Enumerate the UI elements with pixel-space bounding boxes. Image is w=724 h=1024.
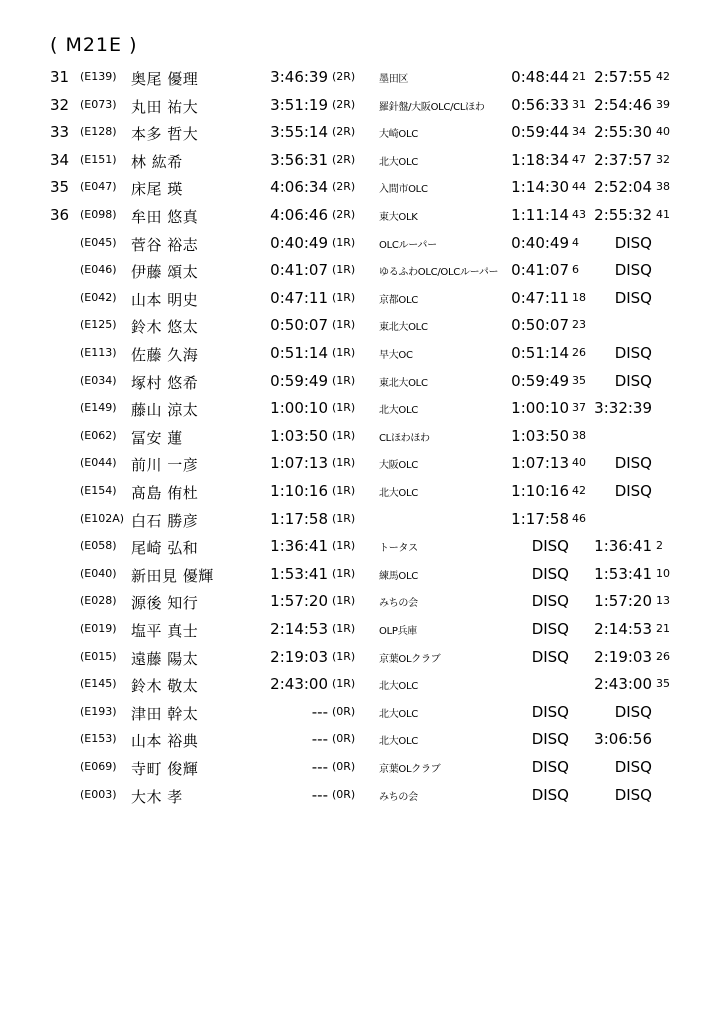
bib-number: (E139) [80, 70, 117, 83]
runner-name: 丸田 祐大 [131, 97, 199, 116]
leg1-time: 1:11:14 [511, 206, 569, 224]
run-count: (1R) [332, 566, 356, 580]
leg1-time: DISQ [531, 620, 569, 638]
result-row [0, 96, 724, 123]
club-name: 大崎OLC [379, 129, 418, 141]
result-row [0, 592, 724, 619]
rank-number: 31 [50, 68, 70, 86]
total-time: --- [311, 702, 328, 721]
leg1-time: 1:07:13 [511, 454, 569, 473]
result-row [0, 372, 724, 399]
total-time: 1:03:50 [270, 426, 328, 445]
leg1-place: 31 [572, 97, 586, 111]
bib-number: (E034) [80, 373, 117, 387]
leg1-place: 23 [572, 318, 586, 332]
run-count: (1R) [332, 677, 356, 691]
leg1-time: 1:14:30 [511, 178, 569, 197]
run-count: (0R) [332, 787, 356, 801]
total-time: 2:14:53 [270, 620, 328, 638]
bib-number: (E154) [80, 484, 117, 497]
runner-name: 新田見 優輝 [131, 566, 214, 585]
club-name: トータス [379, 543, 418, 555]
leg2-time: DISQ [614, 785, 652, 804]
run-count: (2R) [332, 180, 356, 194]
result-row [0, 675, 724, 702]
bib-number: (E015) [80, 649, 117, 663]
bib-number: (E151) [80, 152, 117, 166]
leg1-time: 0:51:14 [511, 344, 569, 362]
bib-number: (E046) [80, 263, 117, 277]
runner-name: 寺町 俊輝 [131, 760, 199, 778]
rank-number: 35 [50, 178, 70, 197]
runner-name: 塚村 悠希 [131, 373, 199, 392]
total-time: 0:51:14 [270, 344, 328, 362]
leg1-time: 0:40:49 [511, 233, 569, 252]
runner-name: 伊藤 頌太 [131, 263, 199, 282]
club-name: 大阪OLC [379, 460, 418, 472]
leg2-time: 2:57:55 [594, 68, 652, 86]
leg2-time: DISQ [614, 344, 652, 362]
leg2-time: DISQ [614, 454, 652, 473]
run-count: (2R) [332, 208, 356, 221]
leg1-time: DISQ [531, 730, 569, 749]
runner-name: 遠藤 陽太 [131, 649, 199, 668]
leg2-time: 1:36:41 [594, 537, 652, 556]
leg2-time: 2:37:57 [594, 150, 652, 169]
leg1-time: 1:17:58 [511, 509, 569, 528]
bib-number: (E153) [80, 732, 117, 746]
leg1-place: 43 [572, 208, 586, 221]
leg1-place: 37 [572, 401, 586, 415]
total-time: 2:19:03 [270, 647, 328, 666]
club-name: 北大OLC [379, 488, 418, 499]
club-name: みちの会 [379, 791, 418, 803]
runner-name: 尾崎 弘和 [131, 539, 199, 558]
runner-name: 冨安 蓮 [131, 428, 183, 447]
run-count: (1R) [332, 484, 356, 497]
runner-name: 床尾 瑛 [131, 180, 183, 199]
club-name: 東北大OLC [379, 322, 428, 334]
club-name: OLCルーパー [379, 239, 437, 251]
leg2-time: 2:55:30 [594, 123, 652, 142]
runner-name: 山本 裕典 [131, 732, 199, 751]
result-row [0, 316, 724, 343]
runner-name: 林 紘希 [131, 152, 183, 171]
total-time: 3:46:39 [270, 68, 328, 86]
leg1-place: 4 [572, 235, 579, 249]
leg1-time: DISQ [531, 537, 569, 556]
leg2-time: 2:55:32 [594, 206, 652, 224]
club-name: 早大OC [379, 350, 413, 361]
total-time: 0:59:49 [270, 371, 328, 390]
total-time: --- [311, 758, 328, 776]
total-time: --- [311, 785, 328, 804]
result-row [0, 620, 724, 647]
leg1-time: DISQ [531, 785, 569, 804]
leg2-time: 2:19:03 [594, 647, 652, 666]
leg1-time: 0:50:07 [511, 316, 569, 335]
bib-number: (E003) [80, 787, 117, 801]
club-name: 墨田区 [379, 74, 409, 85]
leg2-time: 2:43:00 [594, 675, 652, 694]
club-name: 京葉OLクラブ [379, 653, 441, 665]
leg1-time: 0:59:49 [511, 371, 569, 390]
bib-number: (E128) [80, 125, 117, 139]
total-time: 1:36:41 [270, 537, 328, 556]
leg2-place: 42 [656, 70, 670, 83]
bib-number: (E145) [80, 677, 117, 691]
run-count: (1R) [332, 456, 356, 470]
leg2-time: 2:52:04 [594, 178, 652, 197]
total-time: 4:06:46 [270, 206, 328, 224]
bib-number: (E042) [80, 290, 117, 304]
leg2-place: 21 [656, 622, 670, 635]
result-row [0, 482, 724, 509]
leg2-time: 1:53:41 [594, 564, 652, 583]
bib-number: (E125) [80, 318, 117, 332]
total-time: --- [311, 730, 328, 749]
club-name: 北大OLC [379, 708, 418, 720]
result-row [0, 510, 724, 537]
run-count: (1R) [332, 263, 356, 277]
total-time: 0:50:07 [270, 316, 328, 335]
result-row [0, 68, 724, 95]
leg1-time: DISQ [531, 592, 569, 611]
club-name: 北大OLC [379, 736, 418, 748]
club-name: 入間市OLC [379, 184, 428, 196]
bib-number: (E040) [80, 566, 117, 580]
leg1-place: 40 [572, 456, 586, 470]
club-name: 北大OLC [379, 156, 418, 168]
runner-name: 塩平 真士 [131, 622, 199, 640]
leg2-time: 3:32:39 [594, 399, 652, 418]
result-row [0, 703, 724, 730]
run-count: (1R) [332, 235, 356, 249]
leg1-time: DISQ [531, 702, 569, 721]
bib-number: (E193) [80, 704, 117, 718]
club-name: 東北大OLC [379, 377, 428, 389]
result-row [0, 565, 724, 592]
leg1-time: 1:00:10 [511, 399, 569, 418]
run-count: (1R) [332, 346, 356, 359]
leg1-time: DISQ [531, 647, 569, 666]
leg2-time: DISQ [614, 261, 652, 280]
total-time: 0:40:49 [270, 233, 328, 252]
leg2-place: 10 [656, 566, 670, 580]
leg1-time: 1:18:34 [511, 150, 569, 169]
bib-number: (E073) [80, 97, 117, 111]
run-count: (2R) [332, 125, 356, 139]
leg2-place: 2 [656, 539, 663, 553]
run-count: (1R) [332, 318, 356, 332]
result-row [0, 344, 724, 371]
bib-number: (E058) [80, 539, 117, 553]
runner-name: 源後 知行 [131, 594, 199, 613]
leg1-place: 26 [572, 346, 586, 359]
leg1-time: 0:59:44 [511, 123, 569, 142]
total-time: 1:00:10 [270, 399, 328, 418]
leg1-place: 18 [572, 290, 586, 304]
runner-name: 奥尾 優理 [131, 70, 199, 88]
total-time: 0:41:07 [270, 261, 328, 280]
bib-number: (E062) [80, 428, 117, 442]
club-name: 京都OLC [379, 294, 418, 306]
leg1-time: DISQ [531, 564, 569, 583]
leg1-time: 0:48:44 [511, 68, 569, 86]
run-count: (1R) [332, 373, 356, 387]
run-count: (0R) [332, 732, 356, 746]
run-count: (2R) [332, 70, 356, 83]
bib-number: (E149) [80, 401, 117, 415]
result-row [0, 427, 724, 454]
rank-number: 36 [50, 206, 70, 224]
club-name: OLP兵庫 [379, 626, 417, 637]
club-name: 東大OLK [379, 212, 418, 223]
rank-number: 34 [50, 150, 70, 169]
leg2-time: 2:54:46 [594, 95, 652, 114]
runner-name: 津田 幹太 [131, 704, 199, 723]
run-count: (1R) [332, 594, 356, 608]
total-time: 0:47:11 [270, 288, 328, 307]
club-name: 京葉OLクラブ [379, 764, 441, 775]
leg2-place: 39 [656, 97, 670, 111]
leg2-place: 32 [656, 152, 670, 166]
club-name: 北大OLC [379, 405, 418, 417]
bib-number: (E044) [80, 456, 117, 470]
leg1-time: 0:56:33 [511, 95, 569, 114]
leg1-place: 46 [572, 511, 586, 525]
leg2-time: DISQ [614, 233, 652, 252]
runner-name: 藤山 涼太 [131, 401, 199, 420]
leg1-place: 35 [572, 373, 586, 387]
result-row [0, 786, 724, 813]
leg1-time: 1:03:50 [511, 426, 569, 445]
leg1-place: 42 [572, 484, 586, 497]
club-name: 羅針盤/大阪OLC/CLほわ [379, 101, 485, 113]
result-row [0, 730, 724, 757]
result-row [0, 151, 724, 178]
run-count: (2R) [332, 97, 356, 111]
leg1-time: 0:41:07 [511, 261, 569, 280]
leg1-place: 47 [572, 152, 586, 166]
leg2-time: 2:14:53 [594, 620, 652, 638]
runner-name: 菅谷 裕志 [131, 235, 199, 254]
runner-name: 本多 哲大 [131, 125, 199, 144]
total-time: 1:17:58 [270, 509, 328, 528]
leg1-place: 6 [572, 263, 579, 277]
bib-number: (E045) [80, 235, 117, 249]
leg1-place: 38 [572, 428, 586, 442]
total-time: 3:56:31 [270, 150, 328, 169]
club-name: みちの会 [379, 598, 418, 610]
rank-number: 32 [50, 95, 70, 114]
leg1-time: DISQ [531, 758, 569, 776]
bib-number: (E028) [80, 594, 117, 608]
run-count: (1R) [332, 539, 356, 553]
run-count: (1R) [332, 649, 356, 663]
runner-name: 山本 明史 [131, 290, 199, 309]
result-row [0, 399, 724, 426]
total-time: 1:57:20 [270, 592, 328, 611]
result-row [0, 454, 724, 481]
run-count: (1R) [332, 622, 356, 635]
result-row [0, 178, 724, 205]
runner-name: 白石 勝彦 [131, 511, 199, 530]
bib-number: (E113) [80, 346, 117, 359]
run-count: (1R) [332, 511, 356, 525]
runner-name: 鈴木 敬太 [131, 677, 199, 696]
leg2-place: 13 [656, 594, 670, 608]
club-name: ゆるふわOLC/OLCルーパー [379, 267, 499, 279]
leg2-time: 3:06:56 [594, 730, 652, 749]
club-name: CLほわほわ [379, 432, 430, 444]
page-title: ( M21E ) [50, 34, 138, 56]
bib-number: (E102A) [80, 511, 125, 525]
runner-name: 髙島 侑杜 [131, 484, 199, 502]
leg2-place: 38 [656, 180, 670, 194]
rank-number: 33 [50, 123, 70, 142]
bib-number: (E047) [80, 180, 117, 194]
leg1-place: 34 [572, 125, 586, 139]
leg1-time: 0:47:11 [511, 288, 569, 307]
run-count: (1R) [332, 290, 356, 304]
leg1-place: 44 [572, 180, 586, 194]
leg2-place: 35 [656, 677, 670, 691]
result-row [0, 537, 724, 564]
leg2-time: DISQ [614, 758, 652, 776]
total-time: 3:55:14 [270, 123, 328, 142]
result-row [0, 758, 724, 785]
total-time: 1:53:41 [270, 564, 328, 583]
run-count: (1R) [332, 428, 356, 442]
leg2-time: DISQ [614, 482, 652, 500]
result-row [0, 289, 724, 316]
leg1-place: 21 [572, 70, 586, 83]
runner-name: 鈴木 悠太 [131, 318, 199, 337]
leg2-time: DISQ [614, 702, 652, 721]
leg2-time: DISQ [614, 371, 652, 390]
run-count: (1R) [332, 401, 356, 415]
total-time: 2:43:00 [270, 675, 328, 694]
leg2-place: 26 [656, 649, 670, 663]
leg1-time: 1:10:16 [511, 482, 569, 500]
leg2-time: DISQ [614, 288, 652, 307]
club-name: 練馬OLC [379, 570, 418, 582]
runner-name: 大木 孝 [131, 787, 183, 806]
result-row [0, 261, 724, 288]
leg2-place: 40 [656, 125, 670, 139]
runner-name: 前川 一彦 [131, 456, 199, 475]
bib-number: (E069) [80, 760, 117, 773]
runner-name: 佐藤 久海 [131, 346, 199, 364]
total-time: 1:07:13 [270, 454, 328, 473]
club-name: 北大OLC [379, 681, 418, 693]
bib-number: (E098) [80, 208, 117, 221]
run-count: (0R) [332, 760, 356, 773]
bib-number: (E019) [80, 622, 117, 635]
result-row [0, 206, 724, 233]
runner-name: 牟田 悠真 [131, 208, 199, 226]
total-time: 1:10:16 [270, 482, 328, 500]
run-count: (0R) [332, 704, 356, 718]
leg2-place: 41 [656, 208, 670, 221]
result-row [0, 234, 724, 261]
total-time: 3:51:19 [270, 95, 328, 114]
total-time: 4:06:34 [270, 178, 328, 197]
result-row [0, 123, 724, 150]
leg2-time: 1:57:20 [594, 592, 652, 611]
result-row [0, 648, 724, 675]
run-count: (2R) [332, 152, 356, 166]
